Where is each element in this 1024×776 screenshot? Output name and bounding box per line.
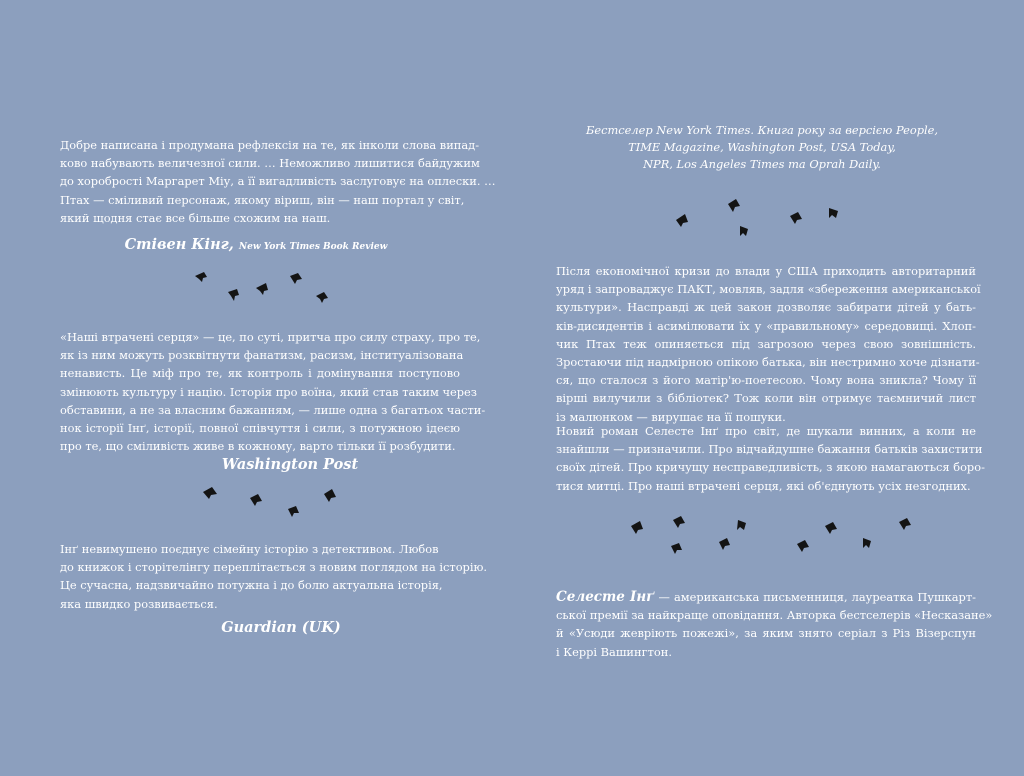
birds-divider-2 xyxy=(200,484,350,520)
bird-silhouette-icon xyxy=(899,518,911,530)
text-line: Після економічної кризи до влади у США приходить авторитарний xyxy=(556,264,976,278)
text-line: Новий роман Селесте Інґ про світ, де шукали винних, а коли не xyxy=(556,424,976,438)
bird-silhouette-icon xyxy=(256,283,268,295)
bird-silhouette-icon xyxy=(250,494,262,506)
review-source: New York Times Book Review xyxy=(238,242,388,252)
text-line: NPR, Los Angeles Times та Oprah Daily. xyxy=(643,157,881,172)
bird-silhouette-icon xyxy=(719,538,730,550)
text-line: знайшли — призначили. Про відчайдушне бажання батьків захистити xyxy=(556,442,983,457)
bird-silhouette-icon xyxy=(290,273,302,284)
text-line: ненависть. Це міф про те, як контроль і домінування поступово xyxy=(60,366,460,381)
text-line: Інґ невимушено поєднує сімейну історію з детективом. Любов xyxy=(60,542,439,556)
bird-silhouette-icon xyxy=(195,272,207,282)
bird-silhouette-icon xyxy=(676,214,688,227)
bird-silhouette-icon xyxy=(203,487,217,499)
review-washington-text xyxy=(60,328,486,455)
birds-divider-1 xyxy=(190,268,340,310)
review-attribution-washington xyxy=(0,456,580,473)
review-author: Стівен Кінг, xyxy=(124,236,234,253)
birds-divider-4 xyxy=(627,512,927,560)
right-page xyxy=(512,0,1024,776)
review-kinʼs-text xyxy=(60,136,496,227)
text-line: який щодня стає все більше схожим на наш. xyxy=(60,210,331,225)
text-line: про те, що сміливість живе в кожному, варто тільки її розбудити. xyxy=(60,439,456,454)
review-source: Guardian (UK) xyxy=(221,619,341,636)
bird-silhouette-icon xyxy=(737,520,746,530)
bird-silhouette-icon xyxy=(740,226,748,236)
text-line: й «Усюди жевріють пожежі», за яким знято серіал з Різ Візерспун xyxy=(556,626,976,641)
text-line: ся, що сталося з його матір'ю-поетесою. Чому вона зникла? Чому її xyxy=(556,373,976,388)
review-attribution-guardian xyxy=(0,619,562,636)
text-line: Це сучасна, надзвичайно потужна і до болю актуальна історія, xyxy=(60,578,443,593)
text-line: із малюнком — вирушає на її пошуки. xyxy=(556,409,786,424)
synopsis-paragraph-1 xyxy=(556,262,981,426)
text-line: обставини, а не за власним бажанням, — лише одна з багатьох части- xyxy=(60,402,486,417)
text-line: до хоробрості Маргарет Міу, а її вигадливість заслуговує на оплески. … xyxy=(60,174,496,189)
bird-silhouette-icon xyxy=(324,489,336,502)
bestseller-note xyxy=(542,122,982,174)
bird-silhouette-icon xyxy=(673,516,685,528)
text-line: чик Птах теж опиняється під загрозою через свою зовнішність. xyxy=(556,336,976,351)
text-line: Птах — сміливий персонаж, якому віриш, він — наш портал у світ, xyxy=(60,192,465,207)
review-source: Washington Post xyxy=(221,456,359,473)
text-line: Зростаючи під надмірною опікою батька, він нестримно хоче дізнати- xyxy=(556,355,980,370)
text-line: ково набувають величезної сили. … Неможливо лишитися байдужим xyxy=(60,156,480,171)
bird-silhouette-icon xyxy=(829,208,838,218)
text-line: нок історії Інґ, історії, повної співчуття і сили, з потужною ідеєю xyxy=(60,421,460,436)
text-line: як із ним можуть розквітнути фанатизм, расизм, інституалізована xyxy=(60,348,464,363)
review-guardian-text xyxy=(60,540,488,613)
text-line: тися митці. Про наші втрачені серця, які об'єднують усіх незгодних. xyxy=(556,478,971,493)
author-bio-first-line: — американська письменниця, лауреатка Пушкарт- xyxy=(654,590,976,604)
bird-silhouette-icon xyxy=(631,521,643,534)
text-line: своїх дітей. Про кричущу несправедливість, з якою намагаються боро- xyxy=(556,460,985,475)
text-line: культури». Насправді ж цей закон дозволяє забирати дітей у бать- xyxy=(556,300,976,315)
bird-silhouette-icon xyxy=(671,543,682,554)
bird-silhouette-icon xyxy=(790,212,802,224)
bird-silhouette-icon xyxy=(863,538,871,548)
text-line: уряд і запроваджує ПАКТ, мовляв, задля «збереження американської xyxy=(556,282,981,297)
text-line: і Керрі Вашингтон. xyxy=(556,644,672,659)
text-line: вірші вилучили з бібліотек? Тож коли він отримує таємничий лист xyxy=(556,391,976,406)
synopsis-paragraph-2 xyxy=(556,422,985,495)
bird-silhouette-icon xyxy=(316,292,328,303)
bird-silhouette-icon xyxy=(228,289,239,301)
text-line: до книжок і сторітелінгу переплітається з новим поглядом на історію. xyxy=(60,560,488,575)
review-attribution-king xyxy=(0,236,512,253)
text-line xyxy=(556,588,976,606)
text-line: яка швидко розвивається. xyxy=(60,596,218,611)
bird-silhouette-icon xyxy=(797,540,809,552)
text-line: «Наші втрачені серця» — це, по суті, притча про силу страху, про те, xyxy=(60,330,481,344)
author-name: Селесте Інґ xyxy=(556,589,655,605)
text-line: ків-дисидентів і асимілювати їх у «правильному» середовищі. Хлоп- xyxy=(556,318,976,333)
bird-silhouette-icon xyxy=(288,506,299,517)
bird-silhouette-icon xyxy=(728,199,740,212)
text-line: TIME Magazine, Washington Post, USA Today, xyxy=(628,140,896,155)
text-line: ської премії за найкраще оповідання. Авторка бестселерів «Несказане» xyxy=(556,608,993,623)
author-bio xyxy=(556,588,993,661)
bird-silhouette-icon xyxy=(825,522,837,534)
text-line: Добре написана і продумана рефлексія на те, як інколи слова випад- xyxy=(60,138,480,152)
birds-divider-3 xyxy=(672,196,862,242)
text-line: Бестселер New York Times. Книга року за версією People, xyxy=(585,123,938,137)
text-line: змінюють культуру і націю. Історія про воїна, який став таким через xyxy=(60,384,478,399)
